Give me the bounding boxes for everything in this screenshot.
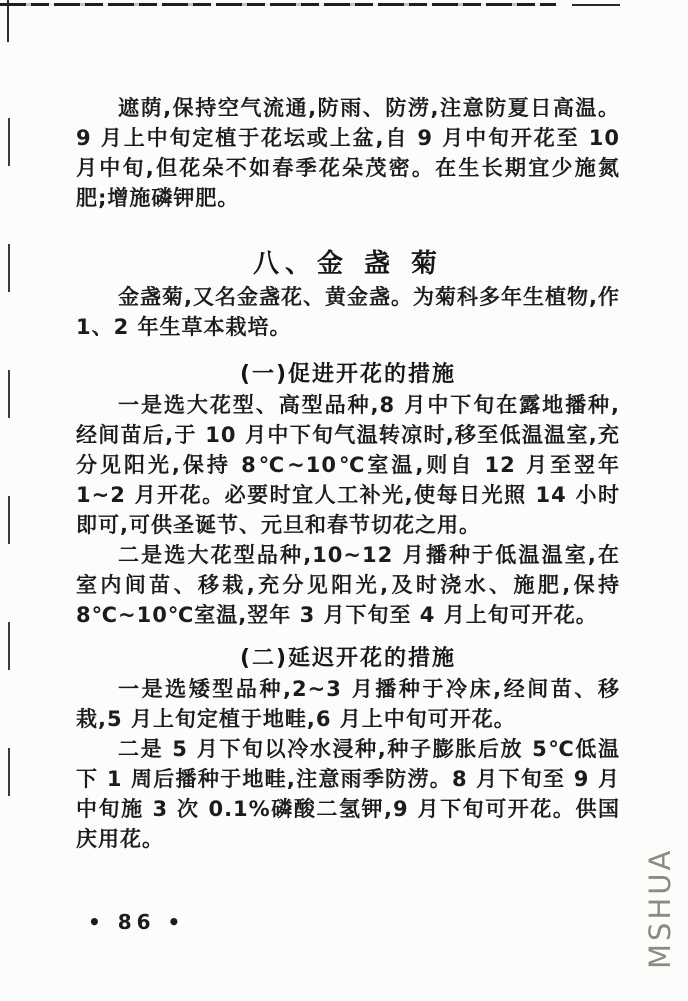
page-number: • 86 • bbox=[88, 910, 186, 934]
section-2-paragraph-1: 一是选矮型品种,2~3 月播种于冷床,经间苗、移栽,5 月上旬定植于地畦,6 月上中旬可开花。 bbox=[76, 677, 620, 731]
section-1-heading: (一)促进开花的措施 bbox=[239, 362, 457, 387]
lead-paragraph: 金盏菊,又名金盏花、黄金盏。为菊科多年生植物,作 1、2 年生草本栽培。 bbox=[76, 285, 620, 339]
chapter-title: 八、金 盏 菊 bbox=[252, 249, 444, 279]
section-1-paragraph-1: 一是选大花型、高型品种,8 月中下旬在露地播种,经间苗后,于 10 月中下旬气温转凉时,移至低温温室,充分见阳光,保持 8℃~10℃室温,则自 12 月至翌年 1~2 月开花。必要时宜人工补光,使每日光照 14 小时即可,可供圣诞节、元旦和春节切花之用。 bbox=[76, 393, 620, 537]
watermark-text: MSHUA bbox=[643, 847, 677, 969]
intro-paragraph: 遮荫,保持空气流通,防雨、防涝,注意防夏日高温。9 月上中旬定植于花坛或上盆,自 9 月中旬开花至 10 月中旬,但花朵不如春季花朵茂密。在生长期宜少施氮肥;增施磷钾肥。 bbox=[76, 96, 620, 210]
section-2-paragraph-2: 二是 5 月下旬以冷水浸种,种子膨胀后放 5℃低温下 1 周后播种于地畦,注意雨季防涝。8 月下旬至 9 月中旬施 3 次 0.1%磷酸二氢钾,9 月下旬可开花。供国庆用花。 bbox=[76, 737, 620, 851]
section-1-paragraph-2: 二是选大花型品种,10~12 月播种于低温温室,在室内间苗、移栽,充分见阳光,及时浇水、施肥,保持 8℃~10℃室温,翌年 3 月下旬至 4 月上旬可开花。 bbox=[76, 543, 620, 627]
section-2-heading: (二)延迟开花的措施 bbox=[239, 646, 457, 671]
